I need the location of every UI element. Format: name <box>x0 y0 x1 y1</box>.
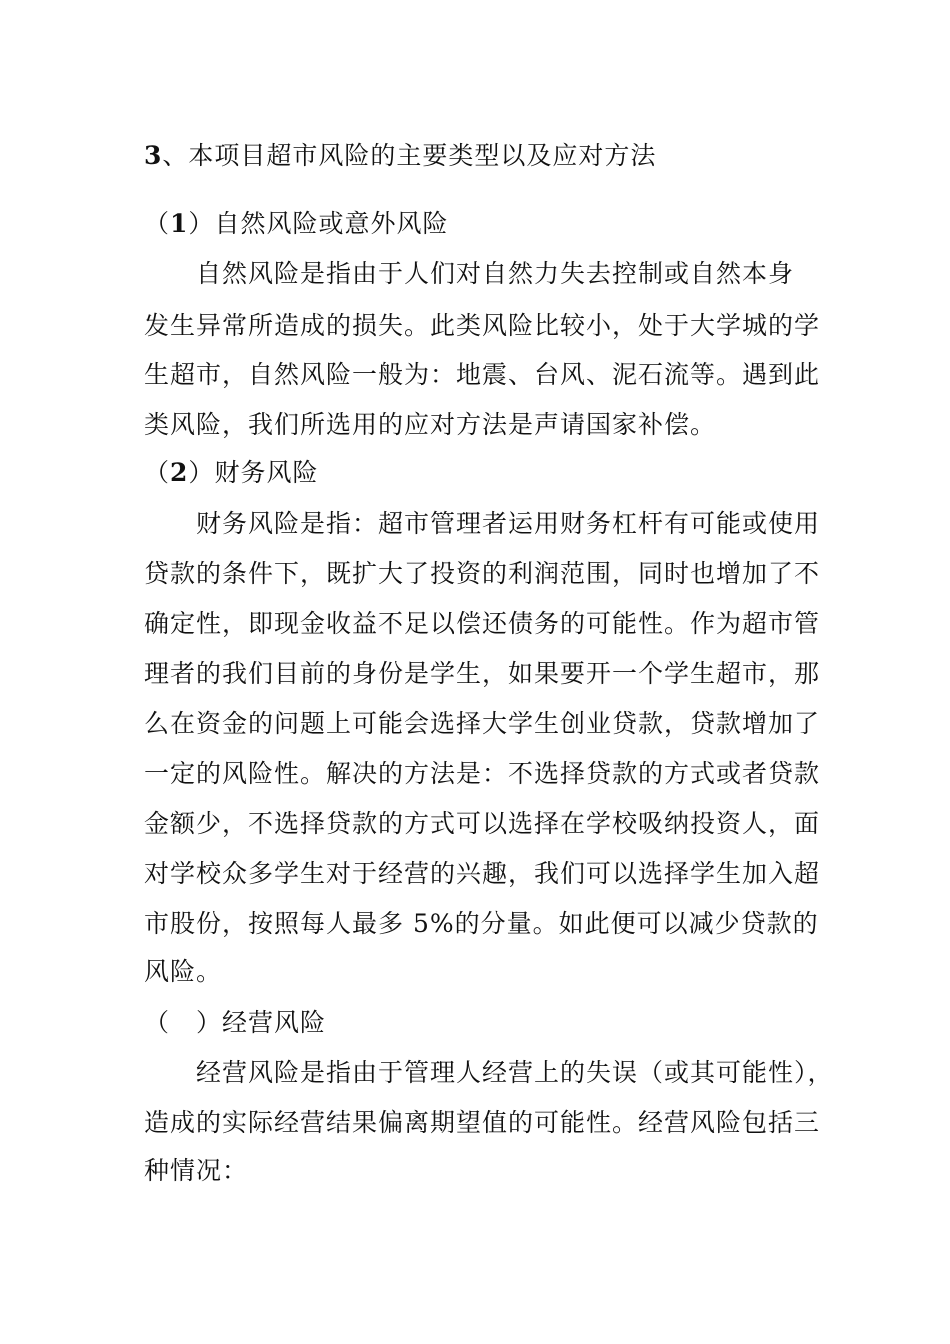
subsection-title: 自然风险或意外风险 <box>214 209 449 238</box>
section-heading <box>144 140 656 172</box>
subsection-heading-1 <box>144 208 448 240</box>
paragraph-line: 财务风险是指：超市管理者运用财务杠杆有可能或使用 <box>196 509 821 538</box>
heading-number: 3 <box>144 141 163 170</box>
paragraph-line: 金额少，不选择贷款的方式可以选择在学校吸纳投资人，面 <box>144 809 821 838</box>
paragraph-line: 么在资金的问题上可能会选择大学生创业贷款，贷款增加了 <box>144 709 821 738</box>
paren-open: （ <box>144 209 171 238</box>
heading-text: 、本项目超市风险的主要类型以及应对方法 <box>162 141 657 170</box>
subsection-title: 财务风险 <box>214 458 319 487</box>
paragraph-line: 贷款的条件下，既扩大了投资的利润范围，同时也增加了不 <box>144 559 821 588</box>
paragraph-line: 自然风险是指由于人们对自然力失去控制或自然本身 <box>196 259 795 288</box>
subsection-number: 2 <box>170 458 189 487</box>
paragraph-line: 对学校众多学生对于经营的兴趣，我们可以选择学生加入超 <box>144 859 821 888</box>
paren-close: ） <box>188 209 215 238</box>
paragraph-line: 生超市，自然风险一般为：地震、台风、泥石流等。遇到此 <box>144 360 821 389</box>
paragraph-line: 类风险，我们所选用的应对方法是声请国家补偿。 <box>144 410 717 439</box>
subsection-heading-2 <box>144 457 318 489</box>
paragraph-line: 发生异常所造成的损失。此类风险比较小，处于大学城的学 <box>144 311 821 340</box>
paragraph-line: 一定的风险性。解决的方法是：不选择贷款的方式或者贷款 <box>144 759 821 788</box>
paragraph-line: 种情况： <box>144 1156 249 1185</box>
paragraph-line: 风险。 <box>144 957 223 986</box>
paragraph-line: 经营风险是指由于管理人经营上的失误（或其可能性）， <box>196 1058 834 1087</box>
paren-open: （ <box>144 1008 171 1037</box>
paren-close: ） <box>196 1008 223 1037</box>
paragraph-line: 市股份，按照每人最多 5%的分量。如此便可以减少贷款的 <box>144 909 819 938</box>
paren-open: （ <box>144 458 171 487</box>
paragraph-line: 理者的我们目前的身份是学生，如果要开一个学生超市，那 <box>144 659 821 688</box>
paragraph-line: 确定性，即现金收益不足以偿还债务的可能性。作为超市管 <box>144 609 821 638</box>
paragraph-line: 造成的实际经营结果偏离期望值的可能性。经营风险包括三 <box>144 1108 821 1137</box>
paren-close: ） <box>188 458 215 487</box>
subsection-heading-3 <box>144 1007 326 1039</box>
subsection-number: 1 <box>170 209 189 238</box>
subsection-title: 经营风险 <box>222 1008 327 1037</box>
